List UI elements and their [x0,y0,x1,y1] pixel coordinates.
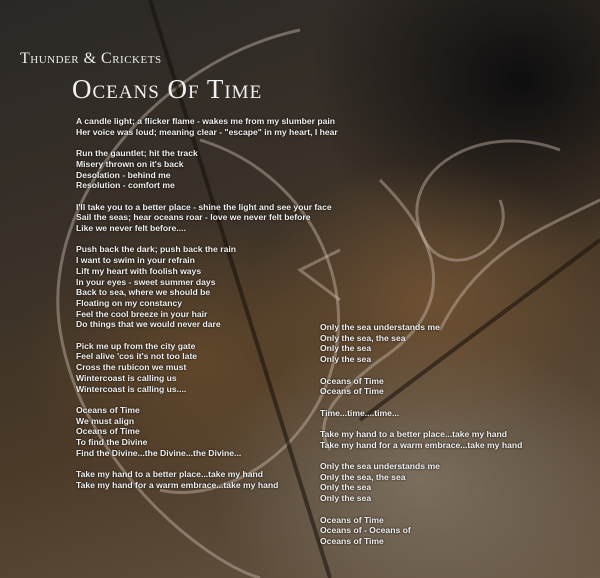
lyric-line: Oceans of Time [320,514,384,525]
lyric-line: Resolution - comfort me [76,180,175,191]
lyrics-stanza [76,469,338,490]
lyrics-stanza [320,429,522,450]
lyrics-stanza [76,202,338,234]
lyric-line: Only the sea understands me [320,461,440,472]
lyric-line: Run the gauntlet; hit the track [76,148,198,159]
lyric-line: Feel alive 'cos it's not too late [76,351,198,362]
lyric-line: Time...time....time... [320,407,400,418]
lyric-line: Do things that we would never dare [76,319,221,330]
lyric-line: Pick me up from the city gate [76,340,196,351]
lyrics-stanza [320,322,522,365]
lyrics-stanza [76,405,338,459]
lyric-line: Feel the cool breeze in your hair [76,308,208,319]
lyric-line: Desolation - behind me [76,169,171,180]
lyrics-stanza [320,376,522,397]
lyric-line: Take my hand for a warm embrace...take my hand [320,439,523,450]
lyric-line: Only the sea [320,343,372,354]
lyric-line: I'll take you to a better place - shine the light and see your face [76,201,332,212]
lyric-line: Her voice was loud; meaning clear - "escape" in my heart, I hear [76,126,338,137]
lyric-line: Oceans of Time [320,375,384,386]
lyric-line: Lift my heart with foolish ways [76,265,202,276]
song-title: Oceans Of Time [72,74,263,104]
lyrics-stanza [320,461,522,504]
lyric-line: Only the sea, the sea [320,471,406,482]
lyric-line: Only the sea [320,493,372,504]
lyric-line: Misery thrown on it's back [76,158,184,169]
lyric-line: Sail the seas; hear oceans roar - love we never felt before [76,212,311,223]
lyric-line: Like we never felt before.... [76,223,186,233]
lyrics-stanza [76,341,338,395]
lyrics-stanza [320,515,522,547]
lyric-line: Cross the rubicon we must [76,362,187,373]
lyric-line: Oceans of Time [320,386,384,397]
lyrics-stanza [76,148,338,191]
lyric-line: Take my hand to a better place...take my hand [320,428,508,439]
lyric-line: Oceans of Time [76,426,140,437]
lyric-line: Only the sea [320,354,372,365]
lyric-line: Wintercoast is calling us [76,372,177,383]
decorative-arc [440,200,600,330]
lyric-line: Oceans of Time [320,535,384,546]
lyric-line: Push back the dark; push back the rain [76,244,236,255]
lyrics-stanza [76,116,338,137]
lyric-line: I want to swim in your refrain [76,255,195,266]
lyric-line: Only the sea, the sea [320,332,406,343]
lyric-line: Wintercoast is calling us.... [76,383,187,394]
lyric-line: Only the sea [320,482,372,493]
lyrics-right-column [320,322,522,557]
lyrics-left-column [76,116,338,501]
lyric-line: To find the Divine [76,437,148,448]
lyric-line: Take my hand for a warm embrace...take my hand [76,479,279,490]
decorative-arc [417,141,560,260]
lyric-line: Take my hand to a better place...take my hand [76,469,264,480]
lyric-line: Back to sea, where we should be [76,287,211,298]
lyric-line: In your eyes - sweet summer days [76,276,216,287]
lyrics-stanza [320,408,522,419]
lyric-line: A candle light; a flicker flame - wakes me from my slumber pain [76,116,336,126]
lyric-line: Oceans of Time [76,404,140,415]
lyric-line: Find the Divine...the Divine...the Divine... [76,447,242,458]
lyric-line: Only the sea understands me [320,322,440,332]
lyric-line: Floating on my constancy [76,297,183,308]
lyric-line: We must align [76,415,135,426]
lyrics-stanza [76,244,338,330]
band-name: Thunder & Crickets [20,50,162,67]
lyric-line: Oceans of - Oceans of [320,525,411,536]
